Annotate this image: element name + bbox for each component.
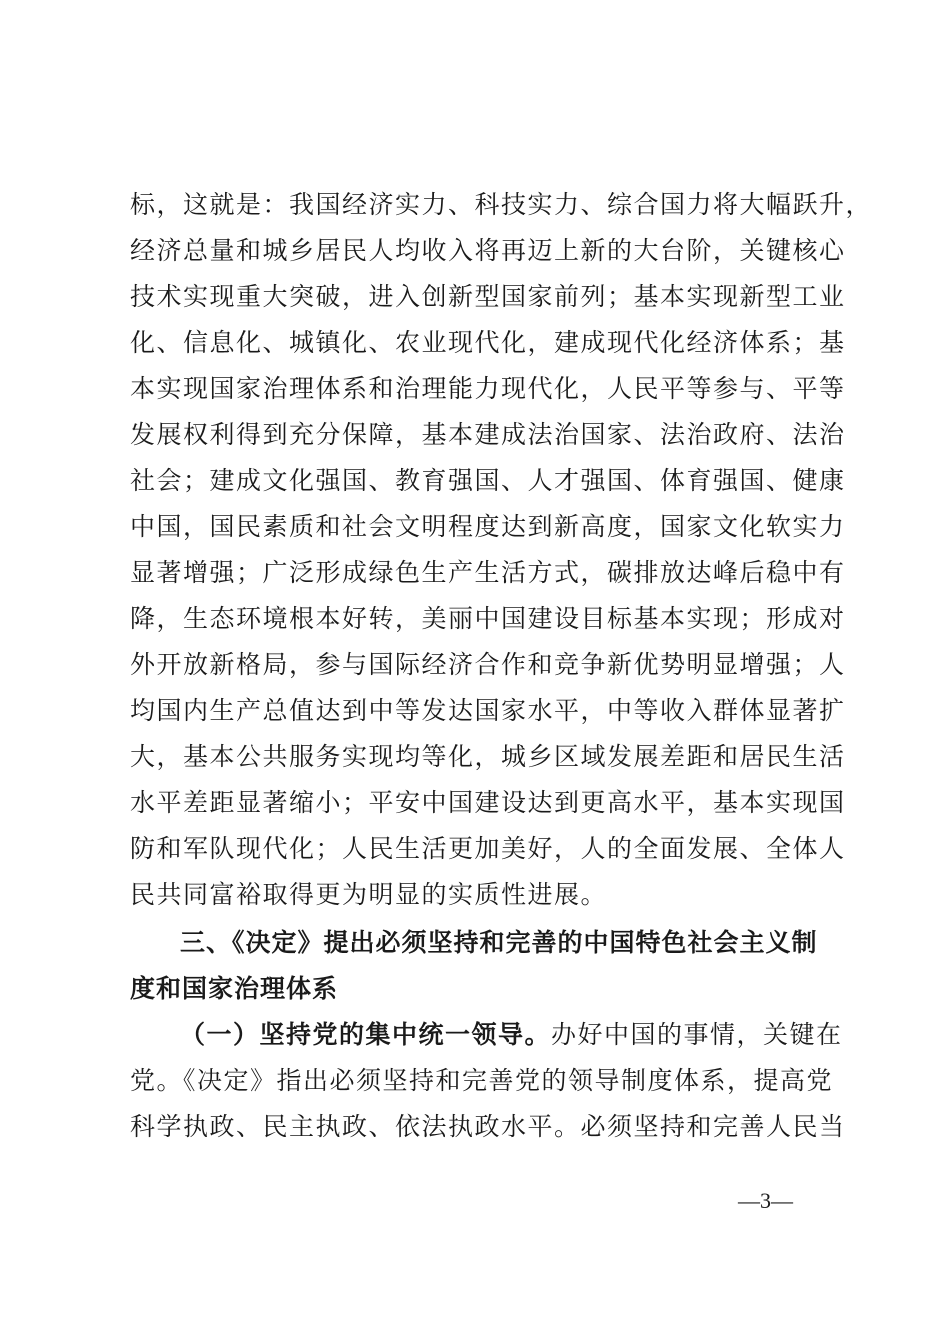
subsection-line-1-rest: 办好中国的事情，关键在 [551, 1020, 843, 1049]
body-line-13: 大，基本公共服务实现均等化，城乡区域发展差距和居民生活 [130, 742, 846, 771]
body-line-9: 显著增强；广泛形成绿色生产生活方式，碳排放达峰后稳中有 [130, 558, 846, 587]
body-line-10: 降，生态环境根本好转，美丽中国建设目标基本实现；形成对 [130, 604, 846, 633]
body-line-16: 民共同富裕取得更为明显的实质性进展。 [130, 880, 608, 909]
subsection-title: （一）坚持党的集中统一领导。 [180, 1020, 552, 1049]
body-line-5: 本实现国家治理体系和治理能力现代化，人民平等参与、平等 [130, 374, 846, 403]
subsection-line-2: 党。《决定》指出必须坚持和完善党的领导制度体系，提高党 [130, 1066, 834, 1095]
section-heading-line-2: 度和国家治理体系 [130, 974, 339, 1003]
body-line-7: 社会；建成文化强国、教育强国、人才强国、体育强国、健康 [130, 466, 846, 495]
body-line-12: 均国内生产总值达到中等发达国家水平，中等收入群体显著扩 [130, 696, 846, 725]
subsection-first-line [180, 1012, 880, 1058]
body-line-2: 经济总量和城乡居民人均收入将再迈上新的大台阶，关键核心 [130, 236, 846, 265]
body-line-6: 发展权利得到充分保障，基本建成法治国家、法治政府、法治 [130, 420, 846, 449]
page-number: —3— [738, 1188, 793, 1213]
body-line-3: 技术实现重大突破，进入创新型国家前列；基本实现新型工业 [130, 282, 846, 311]
subsection-line-3: 科学执政、民主执政、依法执政水平。必须坚持和完善人民当 [130, 1112, 846, 1141]
body-line-1: 标，这就是：我国经济实力、科技实力、综合国力将大幅跃升， [130, 190, 873, 219]
section-heading-line-1: 三、《决定》提出必须坚持和完善的中国特色社会主义制 [180, 928, 818, 957]
body-line-11: 外开放新格局，参与国际经济合作和竞争新优势明显增强；人 [130, 650, 846, 679]
body-line-4: 化、信息化、城镇化、农业现代化，建成现代化经济体系；基 [130, 328, 846, 357]
body-line-8: 中国，国民素质和社会文明程度达到新高度，国家文化软实力 [130, 512, 846, 541]
body-line-14: 水平差距显著缩小；平安中国建设达到更高水平，基本实现国 [130, 788, 846, 817]
body-line-15: 防和军队现代化；人民生活更加美好，人的全面发展、全体人 [130, 834, 846, 863]
